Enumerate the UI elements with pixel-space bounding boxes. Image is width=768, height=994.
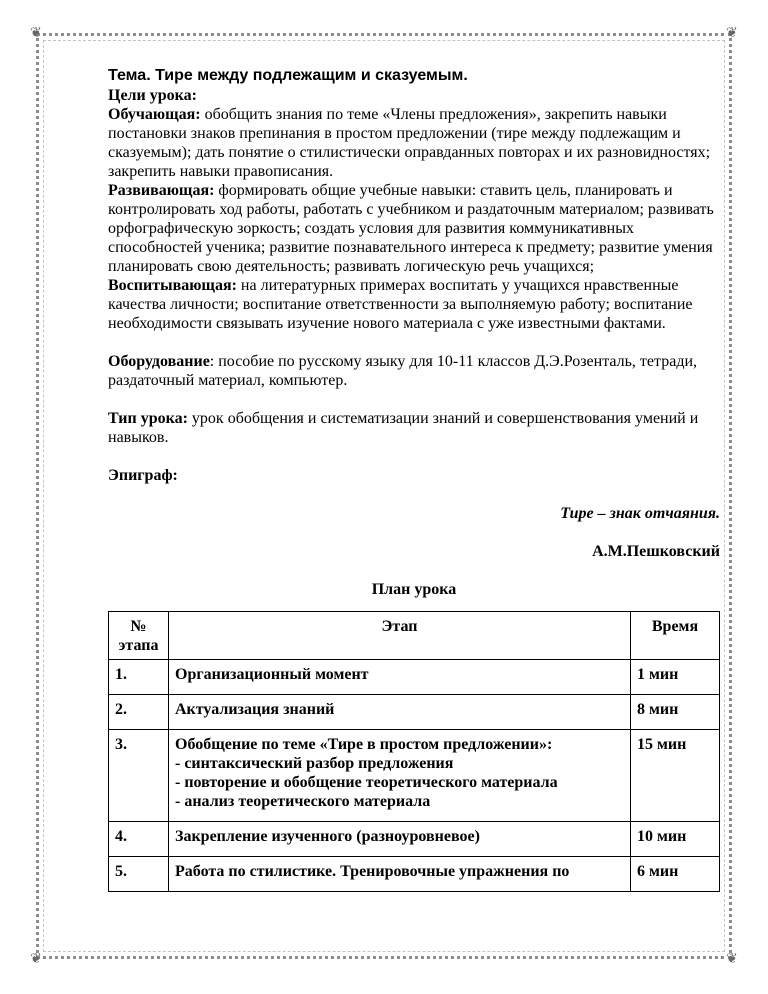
table-header-row <box>109 612 720 660</box>
row-num: 5. <box>109 857 169 892</box>
row-stage: Организационный момент <box>169 660 631 695</box>
plan-title: План урока <box>371 581 457 598</box>
table-row <box>109 695 720 730</box>
goals-heading: Цели урока: <box>108 87 197 104</box>
goal-developing: Развивающая: формировать общие учебные навыки: ставить цель, планировать и контролировать ход работы, работать с учебником и раздаточным материалом; развивать орфографическую зоркость; создать условия для развития коммуникативных способностей ученика; развитие познавательного интереса к предмету; развитие умения планировать свою деятельность; развивать логическую речь учащихся; <box>108 182 714 275</box>
header-stage: Этап <box>169 612 631 660</box>
corner-ornament-icon: ❦ <box>726 951 738 967</box>
table-row <box>109 822 720 857</box>
table-row <box>109 857 720 892</box>
corner-ornament-icon: ❦ <box>30 951 42 967</box>
stage-title: Обобщение по теме «Тире в простом предложении»: <box>175 736 553 753</box>
equipment: Оборудование: пособие по русскому языку для 10-11 классов Д.Э.Розенталь, тетради, раздаточный материал, компьютер. <box>108 353 698 389</box>
table-row <box>109 660 720 695</box>
lesson-type: Тип урока: урок обобщения и систематизации знаний и совершенствования умений и навыков. <box>108 410 699 446</box>
row-num: 1. <box>109 660 169 695</box>
stage-subitem: - повторение и обобщение теоретического материала <box>175 774 558 791</box>
row-num: 3. <box>109 730 169 822</box>
row-stage <box>169 730 631 822</box>
corner-ornament-icon: ❦ <box>30 25 42 41</box>
document-body <box>108 66 720 892</box>
header-num: № этапа <box>109 612 169 660</box>
epigraph-label: Эпиграф: <box>108 467 178 484</box>
row-time: 6 мин <box>631 857 720 892</box>
lesson-plan-table <box>108 611 720 892</box>
header-time: Время <box>631 612 720 660</box>
row-time: 1 мин <box>631 660 720 695</box>
row-time: 10 мин <box>631 822 720 857</box>
lesson-topic: Тема. Тире между подлежащим и сказуемым. <box>108 67 468 84</box>
corner-ornament-icon: ❦ <box>726 25 738 41</box>
table-row <box>109 730 720 822</box>
epigraph-quote: Тире – знак отчаяния. <box>560 505 720 522</box>
goal-teaching: Обучающая: обобщить знания по теме «Члены предложения», закрепить навыки постановки знаков препинания в простом предложении (тире между подлежащим и сказуемым); дать понятие о стилистически оправданных повторах и их разновидностях; закрепить навыки правописания. <box>108 106 711 180</box>
row-num: 4. <box>109 822 169 857</box>
epigraph-author: А.М.Пешковский <box>592 543 720 560</box>
goal-educating: Воспитывающая: на литературных примерах воспитать у учащихся нравственные качества личности; воспитание ответственности за выполняемую работу; воспитание необходимости связывать изучение нового материала с уже известными фактами. <box>108 277 693 332</box>
stage-subitem: - синтаксический разбор предложения <box>175 755 454 772</box>
row-num: 2. <box>109 695 169 730</box>
row-time: 15 мин <box>631 730 720 822</box>
stage-subitem: - анализ теоретического материала <box>175 793 431 810</box>
row-time: 8 мин <box>631 695 720 730</box>
row-stage: Актуализация знаний <box>169 695 631 730</box>
row-stage: Работа по стилистике. Тренировочные упражнения по <box>169 857 631 892</box>
row-stage: Закрепление изученного (разноуровневое) <box>169 822 631 857</box>
